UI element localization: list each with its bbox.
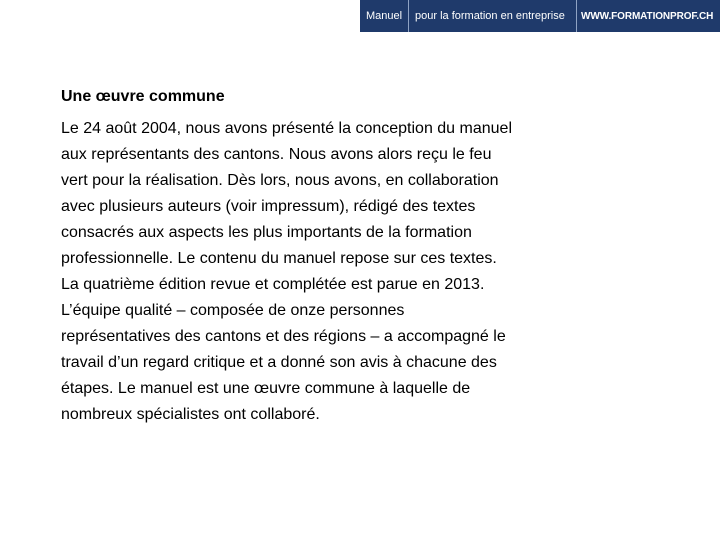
slide-heading: Une œuvre commune xyxy=(61,88,225,105)
header-banner xyxy=(360,0,720,32)
slide-content xyxy=(61,86,516,428)
banner-manual-label: Manuel xyxy=(366,10,403,22)
banner-subtitle: pour la formation en entreprise xyxy=(408,0,576,32)
banner-url-link[interactable]: WWW.FORMATIONPROF.CH xyxy=(576,0,720,32)
slide-body-text: Le 24 août 2004, nous avons présenté la conception du manuel aux représentants des cantons. Nous avons alors reçu le feu vert pour la réalisation. Dès lors, nous avons, en collaboration avec plusieurs auteurs (voir impressum), rédigé des textes consacrés aux aspects les plus importants de la formation professionnelle. Le contenu du manuel repose sur ces textes. La quatrième édition revue et complétée est parue en 2013. L’équipe qualité – composée de onze personnes représentatives des cantons et des régions – a accompagné le travail d’un regard critique et a donné son avis à chacune des étapes. Le manuel est une œuvre commune à laquelle de nombreux spécialistes ont collaboré. xyxy=(61,120,512,423)
